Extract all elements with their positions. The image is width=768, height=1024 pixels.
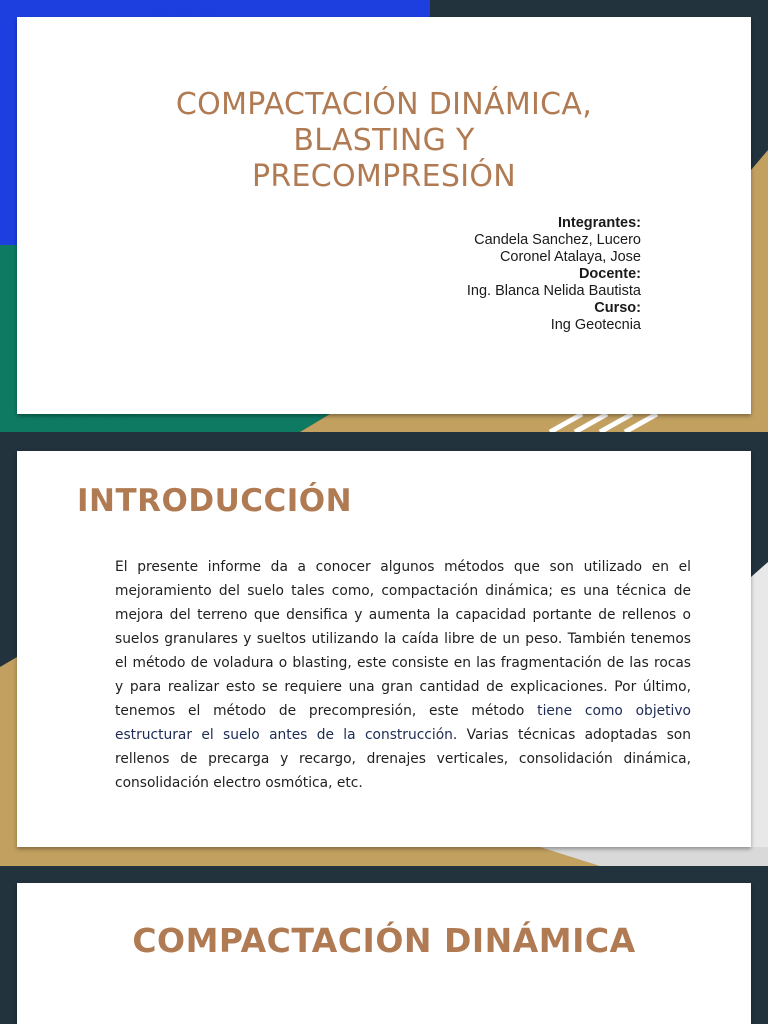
credits-line: Candela Sanchez, Lucero xyxy=(474,232,641,248)
title-line: BLASTING Y xyxy=(293,123,475,158)
title-slide xyxy=(0,0,768,432)
credits-heading: Docente: xyxy=(578,266,641,282)
credits-heading: Curso: xyxy=(594,300,641,316)
section-heading: COMPACTACIÓN DINÁMICA xyxy=(132,921,636,960)
title-card xyxy=(17,17,751,414)
introduction-slide xyxy=(0,432,768,866)
credits-line: Coronel Atalaya, Jose xyxy=(499,249,641,265)
section-card xyxy=(17,883,751,1024)
credits-heading: Integrantes: xyxy=(558,215,641,231)
title-line: COMPACTACIÓN DINÁMICA, xyxy=(175,87,593,122)
introduction-paragraph xyxy=(115,555,691,795)
title-line: PRECOMPRESIÓN xyxy=(251,159,517,194)
section-slide xyxy=(0,866,768,1024)
paragraph-highlight: tiene como objetivo estructurar el suelo antes de la construcción xyxy=(115,703,691,743)
credits-line: Ing. Blanca Nelida Bautista xyxy=(466,283,641,299)
presentation-title xyxy=(17,87,751,195)
paragraph-text: El presente informe da a conocer algunos métodos que son utilizado en el mejoramiento del suelo tales como, compactación dinámica; es una técnica de mejora del terreno que densifica y aumenta la capacidad portante de rellenos o suelos granulares y sueltos utilizando la caída libre de un peso. También tenemos el método de voladura o blasting, este consiste en las fragmentación de las rocas y para realizar esto se requiere una gran cantidad de explicaciones. Por último, tenemos el método de precompresión, este método xyxy=(115,559,691,719)
credits-block xyxy=(467,215,641,334)
introduction-card xyxy=(17,451,751,847)
introduction-heading: INTRODUCCIÓN xyxy=(77,483,353,519)
credits-line: Ing Geotecnia xyxy=(550,317,641,333)
paragraph-text: . Varias técnicas adoptadas son rellenos de precarga y recargo, drenajes verticales, consolidación dinámica, consolidación electro osmótica, etc. xyxy=(115,727,691,791)
